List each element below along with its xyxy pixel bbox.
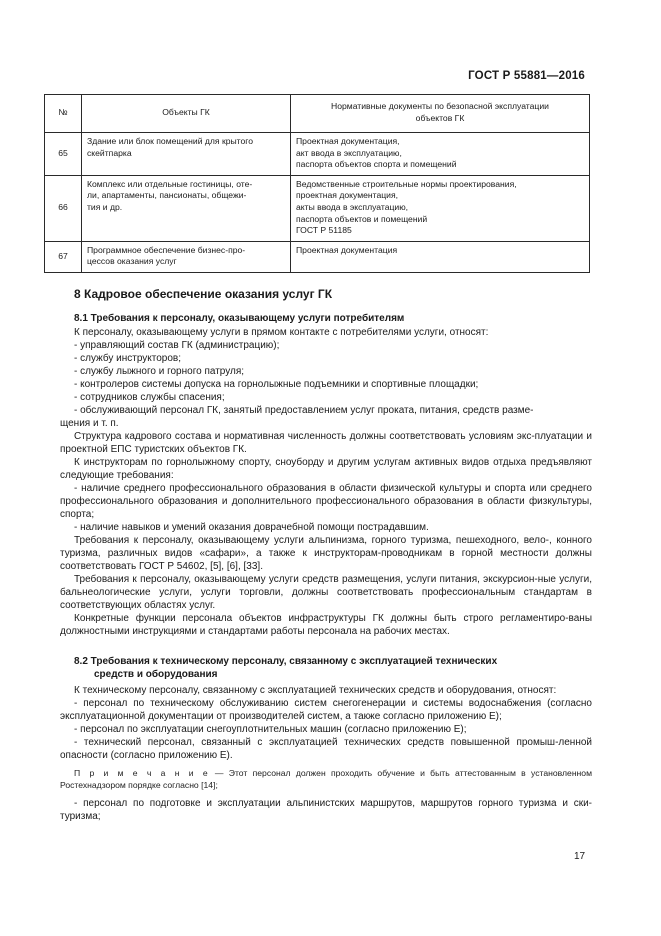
document-line: акты ввода в эксплуатацию,	[296, 201, 409, 212]
object-line: тия и др.	[87, 201, 123, 212]
paragraph: К персоналу, оказывающему услуги в прямом контакте с потребителями услуги, относят:	[74, 327, 489, 338]
list-item: - службу инструкторов;	[74, 353, 182, 364]
column-header-documents	[291, 95, 590, 133]
paragraph: Конкретные функции персонала объектов инфраструктуры ГК должны быть строго регламентиро-ваны должностными инструкциями и стандартами работы персонала на рабочих местах.	[60, 613, 592, 637]
object-line: Комплекс или отдельные гостиницы, оте-	[87, 178, 253, 189]
list-item: - контролеров системы допуска на горнолыжные подъемники и спортивные площадки;	[74, 379, 479, 390]
row-object	[82, 241, 291, 272]
paragraph: Требования к персоналу, оказывающему услуги средств размещения, услуги питания, экскурсион-ные услуги, бальнеологические услуги, услуги торговли, должны соответствовать профессиональным стандартам в соответствующих областях услуг.	[60, 574, 592, 611]
object-line: Здание или блок помещений для крытого	[87, 136, 254, 146]
document-header: ГОСТ Р 55881—2016	[468, 70, 585, 82]
column-header-objects: Объекты ГК	[82, 95, 291, 133]
row-documents	[291, 175, 590, 241]
row-object	[82, 175, 291, 241]
object-line: цессов оказания услуг	[87, 256, 177, 267]
page-number: 17	[574, 851, 586, 862]
table-header-row	[45, 95, 590, 133]
list-item: - службу лыжного и горного патруля;	[74, 366, 245, 377]
row-number: 65	[45, 133, 82, 176]
list-item: - управляющий состав ГК (администрацию);	[74, 340, 280, 351]
paragraph: К инструкторам по горнолыжному спорту, сноуборду и другим услугам активных видов отдыха предъявляют следующие требования:	[60, 457, 592, 481]
document-line: ГОСТ Р 51185	[296, 225, 352, 236]
list-item: - технический персонал, связанный с эксплуатацией технических средств повышенной промыш-ленной опасности (согласно приложению Е).	[60, 737, 592, 761]
note-text: — Этот персонал должен проходить обучение и быть аттестованным в установленном Ростехнадзором порядке согласно [14];	[60, 768, 592, 790]
list-item: - персонал по подготовке и эксплуатации альпинистских маршрутов, маршрутов горного туризма и ски-туризма;	[60, 798, 592, 822]
list-item: - обслуживающий персонал ГК, занятый предоставлением услуг проката, питания, средств разме-	[74, 405, 534, 416]
document-line: паспорта объектов и помещений	[296, 213, 428, 224]
list-item: - наличие среднего профессионального образования в области физической культуры и спорта или среднего профессионального образования и дополнительного профессионального образования в области физкультуры, спорта;	[60, 483, 592, 520]
section-8-1-body	[60, 326, 592, 638]
column-header-num: №	[45, 95, 82, 133]
row-number: 66	[45, 175, 82, 241]
row-documents	[291, 241, 590, 272]
section-8-2-body	[60, 684, 592, 823]
section-8-2-title	[74, 655, 497, 681]
document-line: паспорта объектов спорта и помещений	[296, 159, 457, 170]
document-line: Проектная документация	[296, 244, 398, 255]
object-line: скейтпарка	[87, 147, 132, 158]
list-item: - наличие навыков и умений оказания доврачебной помощи пострадавшим.	[74, 522, 429, 533]
section-8-1-title: 8.1 Требования к персоналу, оказывающему услуги потребителям	[74, 313, 405, 324]
normative-documents-table	[44, 94, 590, 273]
row-number: 67	[45, 241, 82, 272]
paragraph: Требования к персоналу, оказывающему услуги альпинизма, горного туризма, пешеходного, вело-, конного туризма, различных видов «сафари», а также к инструкторам-проводникам в горной местности должны соответствовать ГОСТ Р 54602, [5], [6], [33].	[60, 535, 592, 572]
section-8-title: 8 Кадровое обеспечение оказания услуг ГК	[74, 287, 333, 301]
document-line: Проектная документация,	[296, 136, 400, 146]
document-line: проектная документация,	[296, 190, 399, 201]
table-row	[45, 241, 590, 272]
object-line: ли, апартаменты, пансионаты, общежи-	[87, 190, 247, 201]
list-item: - персонал по техническому обслуживанию систем снегогенерации и системы водоснабжения (согласно эксплуатационной документации от производителей систем, а также согласно приложению Е);	[60, 698, 592, 722]
object-line: Программное обеспечение бизнес-про-	[87, 244, 246, 255]
column-header-documents-line: объектов ГК	[415, 113, 465, 123]
table-row	[45, 133, 590, 176]
paragraph: Структура кадрового состава и нормативная численность должны соответствовать условиям экс-плуатации и проектной ЕПС туристских объектов ГК.	[60, 431, 592, 455]
paragraph: К техническому персоналу, связанному с эксплуатацией технических средств и оборудования, относят:	[74, 685, 557, 696]
note-label: П р и м е ч а н и е	[74, 768, 210, 778]
list-item: - сотрудников службы спасения;	[74, 392, 225, 403]
row-object	[82, 133, 291, 176]
section-8-2-title-line: 8.2 Требования к техническому персоналу, связанному с эксплуатацией технических	[74, 656, 498, 667]
document-line: Ведомственные строительные нормы проектирования,	[296, 178, 517, 189]
row-documents	[291, 133, 590, 176]
table-row	[45, 175, 590, 241]
document-line: акт ввода в эксплуатацию,	[296, 147, 402, 158]
list-item-continuation: щения и т. п.	[60, 418, 119, 429]
column-header-documents-line: Нормативные документы по безопасной эксплуатации	[331, 101, 549, 112]
note	[60, 767, 592, 791]
section-8-2-title-line: средств и оборудования	[94, 669, 218, 680]
list-item: - персонал по эксплуатации снегоуплотнительных машин (согласно приложению Е);	[74, 724, 467, 735]
